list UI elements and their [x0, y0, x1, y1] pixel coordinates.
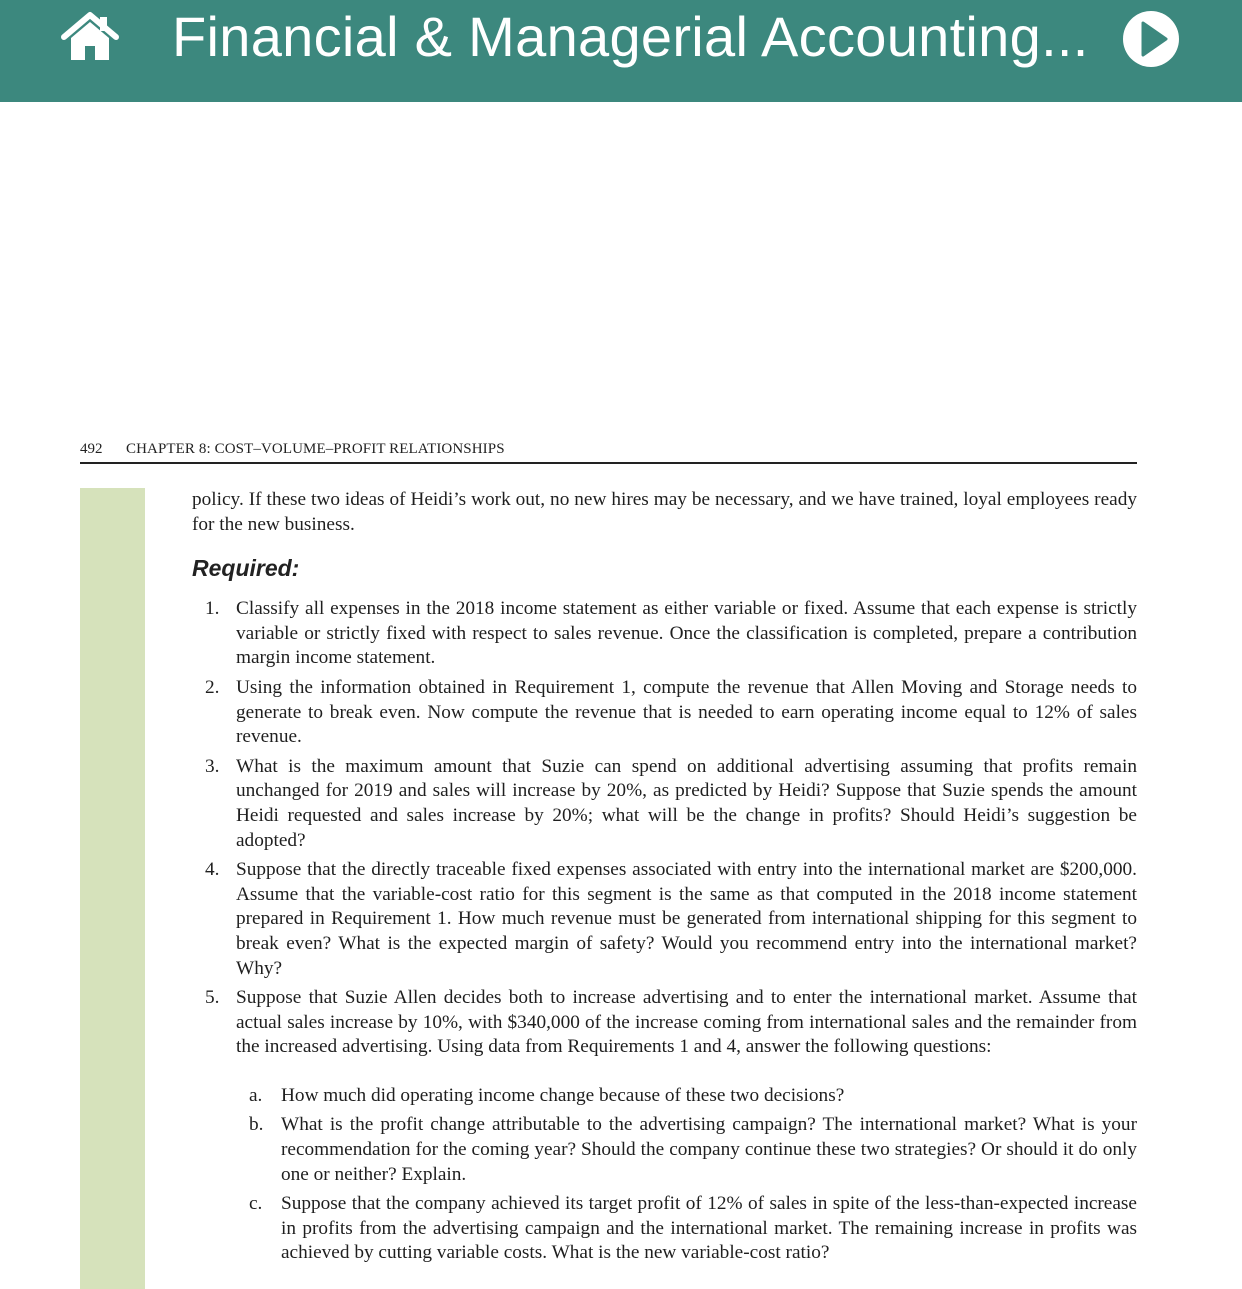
sub-requirement-c [236, 1192, 1137, 1266]
sub-requirement-letter: a. [249, 1084, 263, 1106]
requirements-list [192, 597, 1137, 1266]
required-heading: Required: [192, 555, 300, 582]
play-button[interactable] [1121, 9, 1181, 69]
home-icon [58, 10, 122, 66]
chapter-title: CHAPTER 8: COST–VOLUME–PROFIT RELATIONSHIPS [126, 441, 505, 457]
sub-requirement-text: Suppose that the company achieved its target profit of 12% of sales in spite of the less-than-expected increase in profits from the advertising campaign and the international market. The remaining increase in profits was achieved by cutting variable costs. What is the new variable-cost ratio? [281, 1193, 1137, 1264]
sub-requirements-list [236, 1084, 1137, 1266]
requirement-number: 5. [205, 987, 220, 1009]
book-title: Financial & Managerial Accounting... [172, 5, 1089, 68]
requirement-text: Suppose that Suzie Allen decides both to increase advertising and to enter the international market. Assume that actual sales increase by 10%, with $340,000 of the increase coming from international sales and the remainder from the increased advertising. Using data from Requirements 1 and 4, answer the following questions: [236, 987, 1137, 1058]
sub-requirement-b [236, 1113, 1137, 1187]
requirement-number: 3. [205, 755, 220, 777]
requirement-3 [192, 755, 1137, 853]
sub-requirement-letter: c. [249, 1193, 263, 1215]
page-running-header [80, 440, 1137, 464]
requirement-2 [192, 676, 1137, 750]
requirement-number: 4. [205, 859, 220, 881]
app-header [0, 0, 1242, 102]
requirement-4 [192, 858, 1137, 981]
requirement-text: What is the maximum amount that Suzie can spend on additional advertising assuming that profits remain unchanged for 2019 and sales will increase by 20%, as predicted by Heidi? Suppose that Suzie spends the amount Heidi requested and sales increase by 20%; what will be the change in profits? Should Heidi’s suggestion be adopted? [236, 755, 1137, 851]
margin-sidebar [80, 488, 145, 1289]
requirement-1 [192, 597, 1137, 671]
sub-requirement-text: What is the profit change attributable to the advertising campaign? The international market? What is your recommendation for the coming year? Should the company continue these two strategies? Or should it do only one or neither? Explain. [281, 1114, 1137, 1185]
sub-requirement-a [236, 1084, 1137, 1109]
requirement-text: Suppose that the directly traceable fixed expenses associated with entry into the international market are $200,000. Assume that the variable-cost ratio for this segment is the same as that computed in the 2018 income statement prepared in Requirement 1. How much revenue must be generated from international shipping for this segment to break even? What is the expected margin of safety? Would you recommend entry into the international market? Why? [236, 859, 1137, 979]
intro-paragraph: policy. If these two ideas of Heidi’s work out, no new hires may be necessary, and we have trained, loyal employees ready for the new business. [192, 489, 1137, 535]
page-body [192, 488, 1137, 1271]
home-button[interactable] [58, 10, 122, 66]
play-icon [1121, 9, 1181, 69]
requirement-number: 1. [205, 598, 220, 620]
requirement-5 [192, 986, 1137, 1266]
requirement-text: Using the information obtained in Requirement 1, compute the revenue that Allen Moving and Storage needs to generate to break even. Now compute the revenue that is needed to earn operating income equal to 12% of sales revenue. [236, 676, 1137, 748]
page-number: 492 [80, 441, 103, 457]
sub-requirement-text: How much did operating income change because of these two decisions? [281, 1084, 845, 1106]
requirement-text: Classify all expenses in the 2018 income statement as either variable or fixed. Assume that each expense is strictly variable or strictly fixed with respect to sales revenue. Once the classification is completed, prepare a contribution margin income statement. [236, 598, 1137, 669]
sub-requirement-letter: b. [249, 1114, 264, 1136]
requirement-number: 2. [205, 676, 220, 698]
